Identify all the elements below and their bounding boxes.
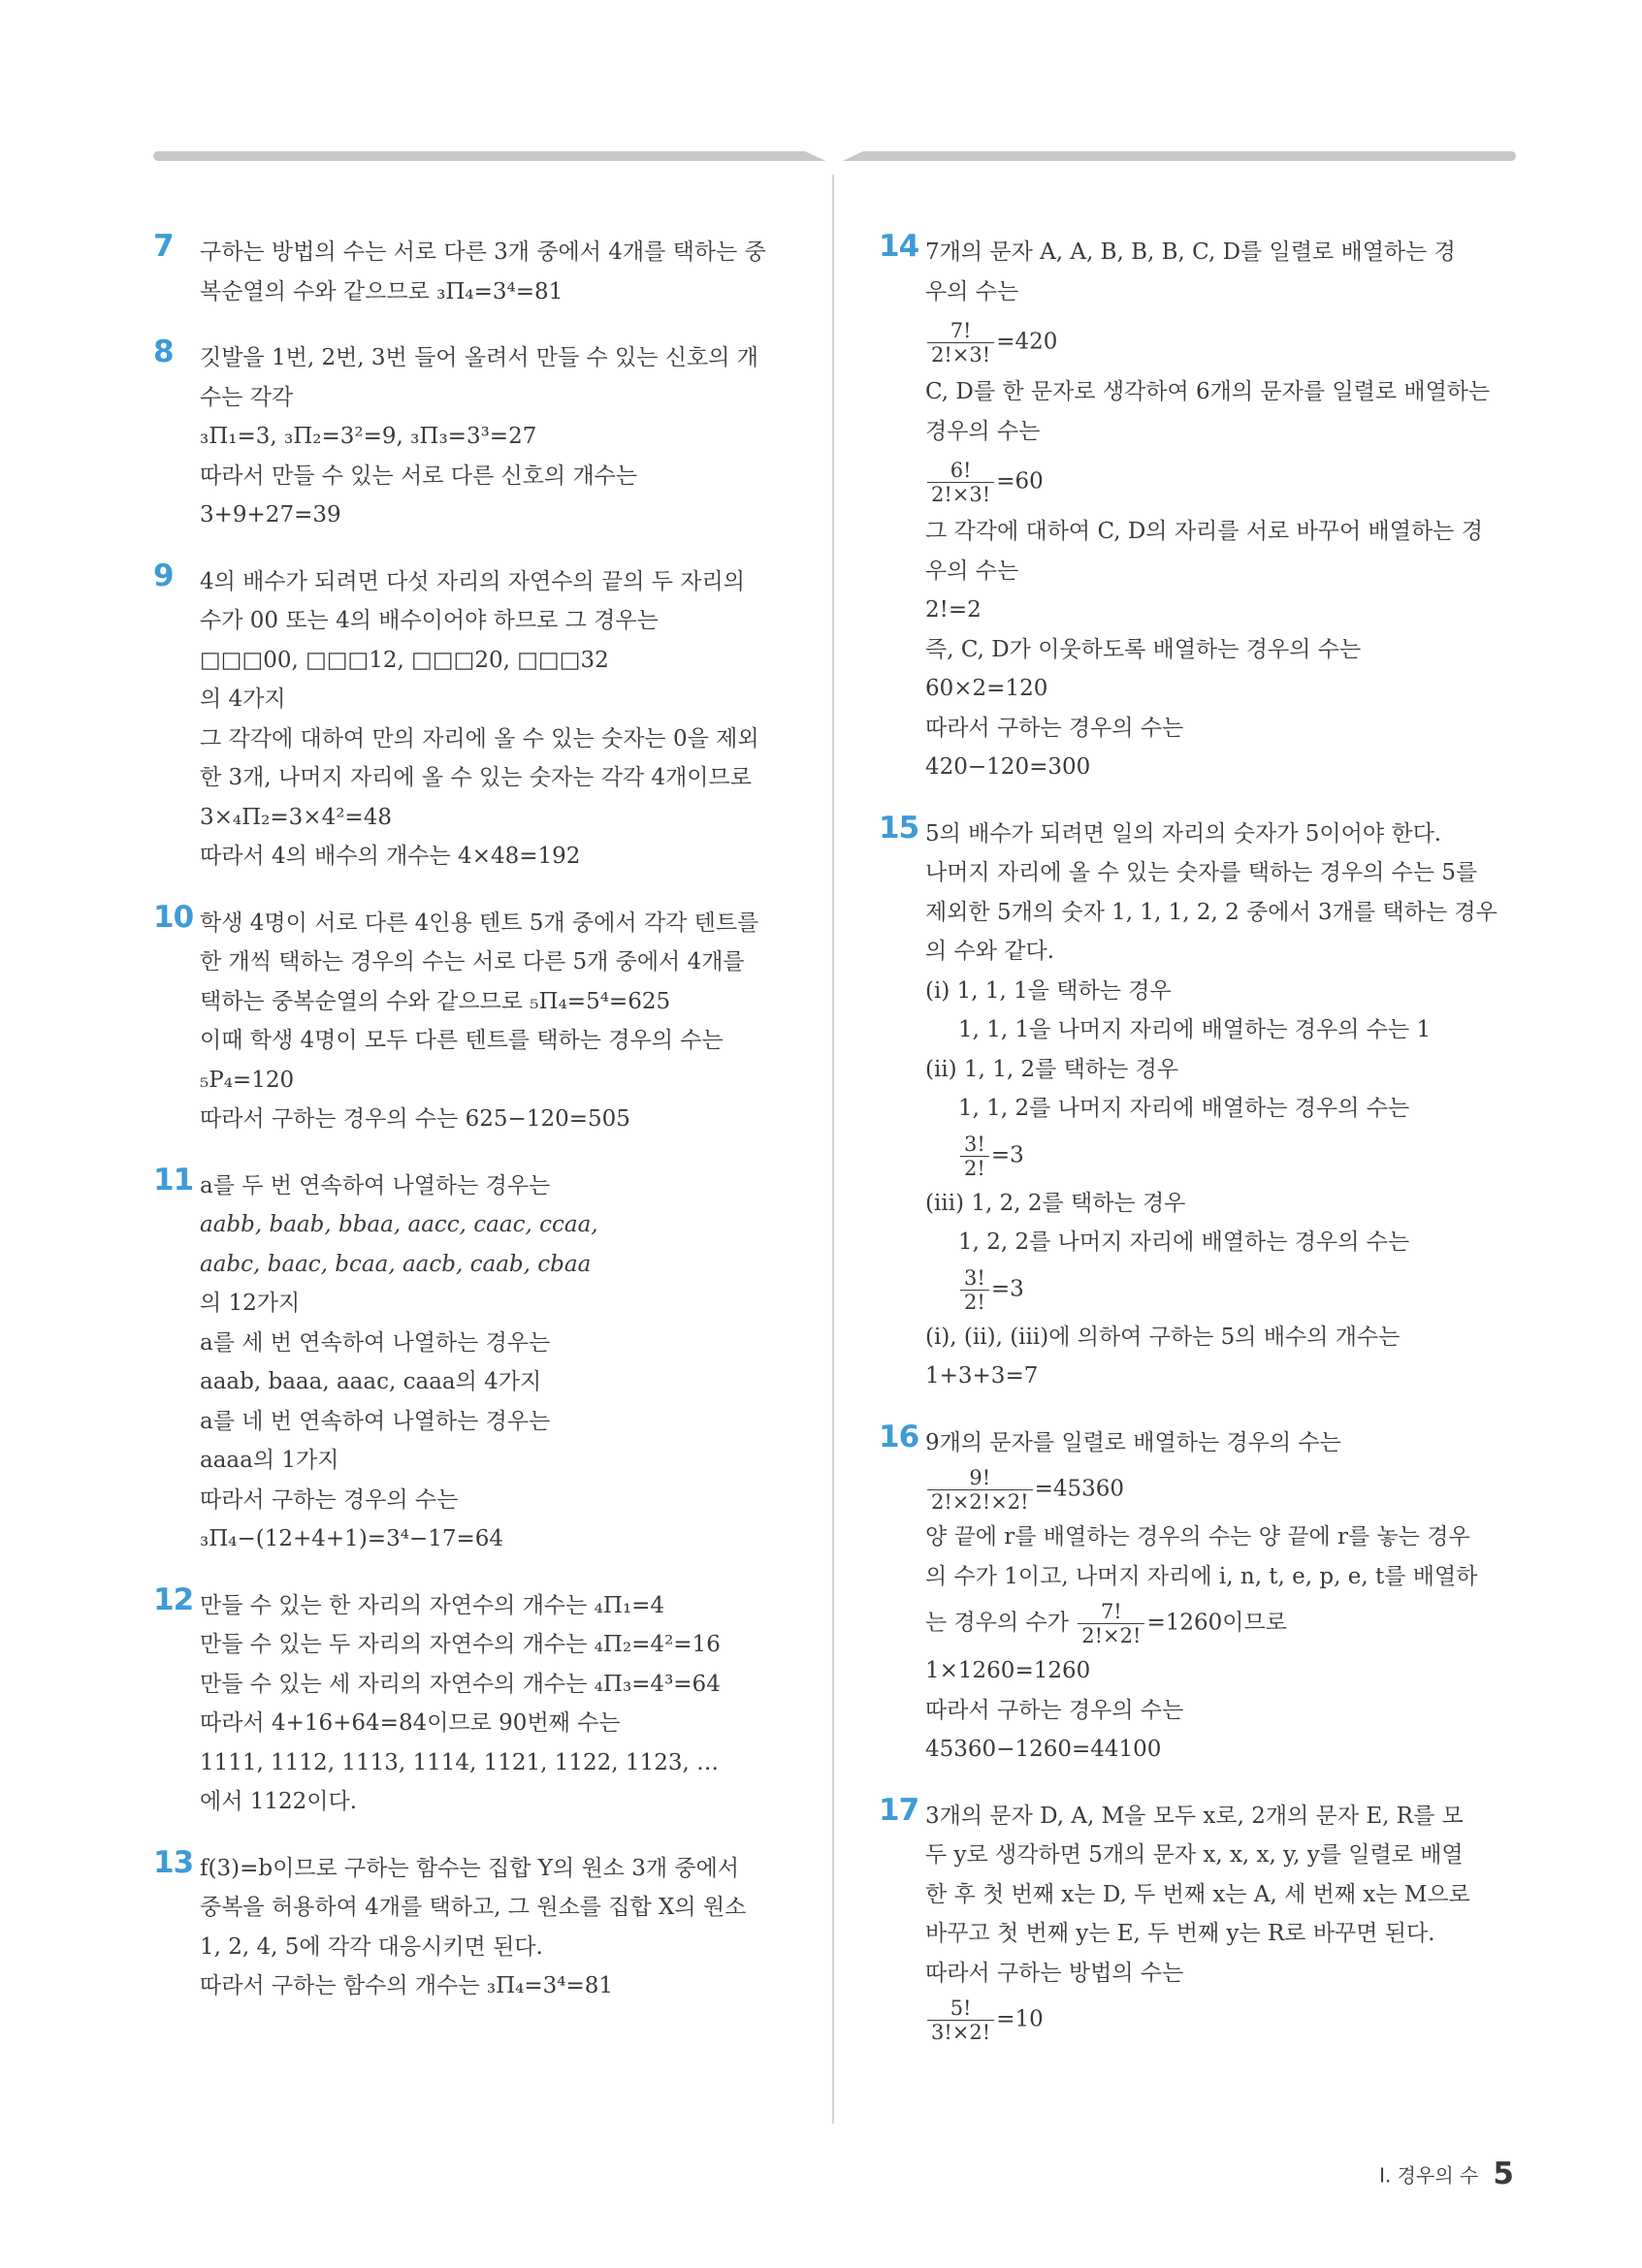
solution-line: 우의 수는 bbox=[925, 278, 1019, 304]
solution-line: 수는 각각 bbox=[200, 384, 294, 410]
fraction bbox=[960, 1266, 989, 1314]
fraction-denominator: 2! bbox=[964, 1290, 985, 1314]
solution-line: 제외한 5개의 숫자 1, 1, 1, 2, 2 중에서 3개를 택하는 경우 bbox=[925, 899, 1497, 925]
column-divider bbox=[832, 175, 834, 2124]
problem-13 bbox=[153, 1844, 803, 2006]
solution-line: 의 12가지 bbox=[200, 1291, 301, 1316]
solution-line: 따라서 구하는 방법의 수는 bbox=[925, 1960, 1184, 1986]
solution-line: 이때 학생 4명이 모두 다른 텐트를 택하는 경우의 수는 bbox=[200, 1028, 724, 1053]
solution-line: 따라서 구하는 함수의 개수는 ₃Π₄=3⁴=81 bbox=[200, 1973, 614, 1998]
solution-line: 의 수와 같다. bbox=[925, 939, 1055, 964]
fraction-result: =10 bbox=[996, 2006, 1044, 2032]
problem-12 bbox=[153, 1581, 803, 1822]
fraction-denominator: 2!×3! bbox=[931, 483, 991, 506]
fraction-line bbox=[925, 1466, 1519, 1514]
solution-line: 즉, C, D가 이웃하도록 배열하는 경우의 수는 bbox=[925, 636, 1362, 662]
fraction bbox=[927, 1466, 1033, 1514]
fraction-numerator: 5! bbox=[927, 1996, 994, 2021]
fraction-numerator: 3! bbox=[960, 1266, 989, 1291]
fraction-denominator: 2!×2!×2! bbox=[931, 1490, 1029, 1514]
solution-line: 3개의 문자 D, A, M을 모두 x로, 2개의 문자 E, R를 모 bbox=[925, 1803, 1464, 1829]
fraction-numerator: 3! bbox=[960, 1133, 989, 1157]
section-title: Ⅰ. 경우의 수 bbox=[1379, 2163, 1479, 2188]
solution-line: 1, 1, 2를 나머지 자리에 배열하는 경우의 수는 bbox=[958, 1096, 1410, 1121]
solution-line: 1×1260=1260 bbox=[925, 1658, 1091, 1683]
solution-line: ₃Π₁=3, ₃Π₂=3²=9, ₃Π₃=3³=27 bbox=[200, 424, 537, 449]
solution-line: a를 세 번 연속하여 나열하는 경우는 bbox=[200, 1329, 551, 1356]
fraction-result: =3 bbox=[990, 1276, 1024, 1301]
fraction-result: =1260이므로 bbox=[1146, 1610, 1287, 1636]
problem-number: 17 bbox=[879, 1792, 919, 1828]
solution-line: C, D를 한 문자로 생각하여 6개의 문자를 일렬로 배열하는 bbox=[925, 379, 1491, 404]
fraction-line bbox=[925, 1266, 1519, 1314]
page-number: 5 bbox=[1493, 2156, 1514, 2191]
solution-line: 그 각각에 대하여 만의 자리에 올 수 있는 숫자는 0을 제외 bbox=[200, 725, 759, 751]
solution-line: 양 끝에 r를 배열하는 경우의 수는 양 끝에 r를 놓는 경우 bbox=[925, 1524, 1470, 1549]
solution-line: aaaa의 1가지 bbox=[200, 1448, 339, 1473]
solution-line: 만들 수 있는 세 자리의 자연수의 개수는 ₄Π₃=4³=64 bbox=[200, 1671, 721, 1697]
solution-line: 나머지 자리에 올 수 있는 숫자를 택하는 경우의 수는 5를 bbox=[925, 860, 1478, 885]
header-bar bbox=[153, 149, 1516, 165]
solution-line: 중복을 허용하여 4개를 택하고, 그 원소를 집합 X의 원소 bbox=[200, 1895, 747, 1920]
problem-number: 14 bbox=[879, 229, 919, 264]
solution-line: 바꾸고 첫 번째 y는 E, 두 번째 y는 R로 바꾸면 된다. bbox=[925, 1921, 1435, 1946]
solution-line: 따라서 구하는 경우의 수는 bbox=[925, 715, 1184, 741]
solution-line: 따라서 구하는 경우의 수는 bbox=[925, 1697, 1184, 1723]
fraction-numerator: 9! bbox=[927, 1466, 1033, 1490]
solution-line: 한 후 첫 번째 x는 D, 두 번째 x는 A, 세 번째 x는 M으로 bbox=[925, 1881, 1470, 1907]
solution-line: 수가 00 또는 4의 배수이어야 하므로 그 경우는 bbox=[200, 608, 659, 633]
solution-line: aabb, baab, bbaa, aacc, caac, ccaa, bbox=[200, 1212, 598, 1237]
solution-line: 의 수가 1이고, 나머지 자리에 i, n, t, e, p, e, t를 배열하 bbox=[925, 1563, 1478, 1589]
fraction-denominator: 2!×3! bbox=[931, 343, 991, 367]
problem-10 bbox=[153, 899, 803, 1139]
solution-line: 2!=2 bbox=[925, 597, 982, 623]
solution-line: 7개의 문자 A, A, B, B, B, C, D를 일렬로 배열하는 경 bbox=[925, 240, 1456, 265]
solution-line: □□□00, □□□12, □□□20, □□□32 bbox=[200, 647, 609, 673]
solution-line: 따라서 구하는 경우의 수는 625−120=505 bbox=[200, 1106, 630, 1132]
fraction-denominator: 3!×2! bbox=[931, 2021, 991, 2044]
case-heading: (ⅰ) 1, 1, 1을 택하는 경우 bbox=[925, 977, 1172, 1004]
fraction-result: =420 bbox=[996, 329, 1058, 355]
solution-line: a를 두 번 연속하여 나열하는 경우는 bbox=[200, 1172, 551, 1198]
solution-line: ₅P₄=120 bbox=[200, 1067, 295, 1093]
solution-line: a를 네 번 연속하여 나열하는 경우는 bbox=[200, 1408, 551, 1434]
solution-line: 420−120=300 bbox=[925, 754, 1091, 780]
solution-line: 따라서 4의 배수의 개수는 4×48=192 bbox=[200, 844, 581, 869]
solution-line: (ⅰ), (ⅱ), (ⅲ)에 의하여 구하는 5의 배수의 개수는 bbox=[925, 1324, 1401, 1350]
solution-line: 택하는 중복순열의 수와 같으므로 ₅Π₄=5⁴=625 bbox=[200, 988, 671, 1014]
problem-15 bbox=[879, 810, 1519, 1396]
problem-number: 16 bbox=[879, 1419, 919, 1454]
fraction bbox=[927, 459, 994, 506]
page-footer bbox=[1379, 2156, 1514, 2191]
solution-line: 학생 4명이 서로 다른 4인용 텐트 5개 중에서 각각 텐트를 bbox=[200, 910, 759, 936]
solution-line: ₃Π₄−(12+4+1)=3⁴−17=64 bbox=[200, 1526, 503, 1551]
problem-number: 8 bbox=[153, 335, 174, 369]
solution-line: 3+9+27=39 bbox=[200, 502, 341, 527]
solution-line: 5의 배수가 되려면 일의 자리의 숫자가 5이어야 한다. bbox=[925, 820, 1442, 847]
solution-line: f(3)=b이므로 구하는 함수는 집합 Y의 원소 3개 중에서 bbox=[200, 1855, 740, 1881]
fraction-result: =3 bbox=[990, 1142, 1024, 1167]
solution-line: 1, 2, 4, 5에 각각 대응시키면 된다. bbox=[200, 1933, 543, 1960]
fraction-denominator: 2!×2! bbox=[1081, 1624, 1142, 1647]
solution-line: 만들 수 있는 한 자리의 자연수의 개수는 ₄Π₁=4 bbox=[200, 1592, 665, 1618]
problem-number: 10 bbox=[153, 899, 194, 935]
solution-text: 는 경우의 수가 bbox=[925, 1610, 1069, 1636]
solution-line: 1, 1, 1을 나머지 자리에 배열하는 경우의 수는 1 bbox=[958, 1017, 1432, 1042]
solution-line: 구하는 방법의 수는 서로 다른 3개 중에서 4개를 택하는 중 bbox=[200, 240, 766, 265]
solution-line: 1111, 1112, 1113, 1114, 1121, 1122, 1123, … bbox=[200, 1749, 720, 1775]
solution-line: 45360−1260=44100 bbox=[925, 1737, 1162, 1762]
fraction-denominator: 2! bbox=[964, 1156, 985, 1180]
solution-line: 우의 수는 bbox=[925, 558, 1019, 584]
problem-14 bbox=[879, 229, 1519, 787]
fraction-result: =60 bbox=[996, 468, 1044, 495]
problem-number: 12 bbox=[153, 1581, 194, 1617]
problem-number: 13 bbox=[153, 1844, 194, 1880]
solution-line: 따라서 만들 수 있는 서로 다른 신호의 개수는 bbox=[200, 463, 638, 489]
fraction bbox=[1078, 1600, 1144, 1647]
fraction-line bbox=[925, 459, 1519, 506]
fraction-numerator: 7! bbox=[927, 319, 994, 343]
problem-number: 11 bbox=[153, 1162, 194, 1198]
fraction bbox=[960, 1133, 989, 1180]
solution-line: 1+3+3=7 bbox=[925, 1363, 1039, 1389]
fraction-numerator: 7! bbox=[1078, 1600, 1144, 1624]
solution-line: aaab, baaa, aaac, caaa의 4가지 bbox=[200, 1369, 542, 1394]
case-heading: (ⅲ) 1, 2, 2를 택하는 경우 bbox=[925, 1190, 1186, 1216]
problem-9 bbox=[153, 558, 803, 877]
fraction-line bbox=[925, 1600, 1519, 1647]
solution-line: 3×₄Π₂=3×4²=48 bbox=[200, 804, 392, 830]
solution-line: 그 각각에 대하여 C, D의 자리를 서로 바꾸어 배열하는 경 bbox=[925, 519, 1483, 544]
fraction bbox=[927, 319, 994, 367]
problem-number: 9 bbox=[153, 558, 174, 593]
solution-line: 한 개씩 택하는 경우의 수는 서로 다른 5개 중에서 4개를 bbox=[200, 949, 745, 974]
solution-line: 따라서 4+16+64=84이므로 90번째 수는 bbox=[200, 1710, 621, 1736]
left-column bbox=[153, 229, 803, 2033]
fraction-result: =45360 bbox=[1034, 1476, 1125, 1502]
problem-7 bbox=[153, 229, 803, 311]
fraction-line bbox=[925, 1133, 1519, 1180]
solution-line: 에서 1122이다. bbox=[200, 1789, 358, 1814]
problem-16 bbox=[879, 1419, 1519, 1770]
problem-number: 7 bbox=[153, 229, 174, 264]
solution-line: 경우의 수는 bbox=[925, 418, 1041, 444]
case-heading: (ⅱ) 1, 1, 2를 택하는 경우 bbox=[925, 1056, 1179, 1082]
solution-line: aabc, baac, bcaa, aacb, caab, cbaa bbox=[200, 1251, 592, 1277]
solution-line: 두 y로 생각하면 5개의 문자 x, x, x, y, y를 일렬로 배열 bbox=[925, 1842, 1464, 1868]
problem-11 bbox=[153, 1162, 803, 1559]
fraction bbox=[927, 1996, 994, 2044]
right-column bbox=[879, 229, 1519, 2071]
problem-17 bbox=[879, 1792, 1519, 2045]
solution-line: 1, 2, 2를 나머지 자리에 배열하는 경우의 수는 bbox=[958, 1230, 1410, 1255]
solution-line: 복순열의 수와 같으므로 ₃Π₄=3⁴=81 bbox=[200, 278, 563, 304]
fraction-numerator: 6! bbox=[927, 459, 994, 483]
problem-number: 15 bbox=[879, 810, 919, 846]
solution-line: 4의 배수가 되려면 다섯 자리의 자연수의 끝의 두 자리의 bbox=[200, 568, 745, 594]
fraction-line bbox=[925, 1996, 1519, 2044]
solution-line: 60×2=120 bbox=[925, 676, 1048, 701]
solution-line: 만들 수 있는 두 자리의 자연수의 개수는 ₄Π₂=4²=16 bbox=[200, 1632, 721, 1657]
solution-line: 깃발을 1번, 2번, 3번 들어 올려서 만들 수 있는 신호의 개 bbox=[200, 345, 758, 370]
problem-8 bbox=[153, 335, 803, 535]
solution-line: 9개의 문자를 일렬로 배열하는 경우의 수는 bbox=[925, 1429, 1341, 1455]
solution-line: 한 3개, 나머지 자리에 올 수 있는 숫자는 각각 4개이므로 bbox=[200, 765, 752, 790]
solution-line: 의 4가지 bbox=[200, 687, 286, 712]
fraction-line bbox=[925, 319, 1519, 367]
solution-line: 따라서 구하는 경우의 수는 bbox=[200, 1486, 459, 1513]
